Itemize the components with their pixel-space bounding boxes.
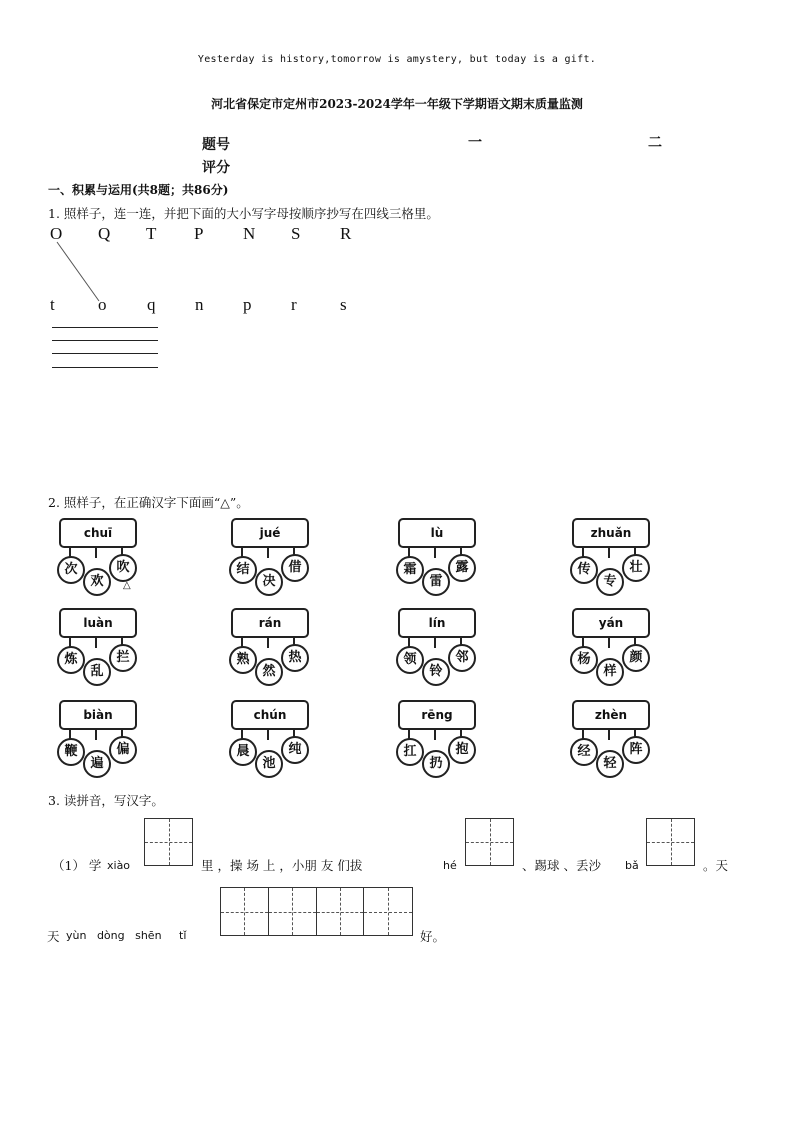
character-choice[interactable]: 炼 [57, 646, 85, 674]
character-choice[interactable]: 阵 [622, 736, 650, 764]
pinyin-card [570, 608, 666, 679]
pinyin-card [570, 700, 666, 771]
score-table-col-2: 二 [648, 135, 662, 151]
character-choice[interactable]: 欢 [83, 568, 111, 596]
connector-line [434, 636, 436, 648]
lowercase-letter[interactable]: t [50, 295, 55, 314]
uppercase-letter[interactable]: O [50, 224, 63, 243]
pinyin-card [57, 700, 153, 771]
score-table-score-label: 评分 [202, 160, 230, 176]
uppercase-letter[interactable]: S [291, 224, 301, 243]
q1-prompt: 1. 照样子，连一连，并把下面的大小写字母按顺序抄写在四线三格里。 [48, 206, 439, 221]
character-choice[interactable]: 遍 [83, 750, 111, 778]
character-choice[interactable]: 专 [596, 568, 624, 596]
character-choice[interactable]: 鞭 [57, 738, 85, 766]
pinyin-label: zhèn [572, 700, 650, 730]
pinyin-label: lù [398, 518, 476, 548]
answer-grid-ba[interactable] [646, 818, 695, 866]
pinyin-label: zhuǎn [572, 518, 650, 548]
pinyin-card [229, 608, 325, 679]
score-table-header-label: 题号 [202, 137, 230, 153]
pinyin-card [570, 518, 666, 589]
pinyin-label: yán [572, 608, 650, 638]
q3-prompt: 3. 读拼音，写汉字。 [48, 793, 164, 808]
pinyin-label: chuī [59, 518, 137, 548]
connector-line [267, 546, 269, 558]
connector-line [608, 636, 610, 648]
connector-line [95, 636, 97, 648]
uppercase-letter[interactable]: R [340, 224, 352, 243]
example-triangle-mark: △ [123, 580, 131, 591]
character-choice[interactable]: 然 [255, 658, 283, 686]
character-choice[interactable]: 壮 [622, 554, 650, 582]
character-choice[interactable]: 露 [448, 554, 476, 582]
answer-grid-yundong-shenti[interactable] [220, 887, 413, 936]
character-choice[interactable]: 样 [596, 658, 624, 686]
lowercase-letter[interactable]: r [291, 295, 297, 314]
page-motto: Yesterday is history,tomorrow is amystery, but today is a gift. [197, 54, 597, 65]
lowercase-letter[interactable]: o [98, 295, 107, 314]
pinyin-card [396, 700, 492, 771]
pinyin-label: jué [231, 518, 309, 548]
character-choice[interactable]: 抱 [448, 736, 476, 764]
character-choice[interactable]: 热 [281, 644, 309, 672]
uppercase-letter[interactable]: N [243, 224, 256, 243]
character-choice[interactable]: 轻 [596, 750, 624, 778]
character-choice[interactable]: 铃 [422, 658, 450, 686]
page-title: 河北省保定市定州市2023-2024学年一年级下学期语文期末质量监测 [211, 97, 583, 111]
pinyin-card [229, 518, 325, 589]
score-table-col-1: 一 [468, 135, 482, 151]
character-choice[interactable]: 次 [57, 556, 85, 584]
q2-prompt: 2. 照样子，在正确汉字下面画“△”。 [48, 495, 249, 510]
pinyin-card [229, 700, 325, 771]
q3-pinyin-xiao: xiào [107, 859, 131, 872]
connector-line [608, 728, 610, 740]
connector-line [434, 546, 436, 558]
pinyin-label: biàn [59, 700, 137, 730]
character-choice[interactable]: 拦 [109, 644, 137, 672]
character-choice[interactable]: 扛 [396, 738, 424, 766]
q3-pinyin-yundong-shenti: yùn dòng shēn tǐ [66, 929, 187, 942]
connector-line [267, 728, 269, 740]
character-choice[interactable]: 领 [396, 646, 424, 674]
pinyin-card [396, 608, 492, 679]
character-choice[interactable]: 结 [229, 556, 257, 584]
character-choice[interactable]: 偏 [109, 736, 137, 764]
connector-line [608, 546, 610, 558]
character-choice[interactable]: 熟 [229, 646, 257, 674]
pinyin-label: luàn [59, 608, 137, 638]
pinyin-card [57, 518, 153, 591]
character-choice[interactable]: 借 [281, 554, 309, 582]
answer-grid-xiao[interactable] [144, 818, 193, 866]
character-choice[interactable]: 纯 [281, 736, 309, 764]
character-choice[interactable]: 霜 [396, 556, 424, 584]
pinyin-label: lín [398, 608, 476, 638]
character-choice[interactable]: 邻 [448, 644, 476, 672]
character-choice[interactable]: 颜 [622, 644, 650, 672]
lowercase-letter[interactable]: s [340, 295, 347, 314]
pinyin-card [396, 518, 492, 589]
character-choice[interactable]: 吹 [109, 554, 137, 582]
character-choice[interactable]: 杨 [570, 646, 598, 674]
character-choice[interactable]: 扔 [422, 750, 450, 778]
connector-line [95, 546, 97, 558]
character-choice[interactable]: 决 [255, 568, 283, 596]
uppercase-letter[interactable]: P [194, 224, 204, 243]
lowercase-letter[interactable]: n [195, 295, 204, 314]
answer-grid-he[interactable] [465, 818, 514, 866]
q3-line2-prefix: 天 [47, 929, 60, 944]
uppercase-letter[interactable]: T [146, 224, 157, 243]
connector-line [95, 728, 97, 740]
q3-line1-middle-1: 里 ，操 场 上 ，小朋 友 们拔 [201, 858, 363, 873]
pinyin-card [57, 608, 153, 679]
q3-line1-middle-2: 、踢球 、丢沙 [522, 858, 601, 873]
connector-line [267, 636, 269, 648]
q3-pinyin-he: hé [443, 859, 457, 872]
character-choice[interactable]: 池 [255, 750, 283, 778]
character-choice[interactable]: 经 [570, 738, 598, 766]
connector-line [434, 728, 436, 740]
lowercase-letter[interactable]: p [243, 295, 252, 314]
lowercase-letter[interactable]: q [147, 295, 156, 314]
q3-pinyin-ba: bǎ [625, 859, 639, 872]
section-1-heading: 一、积累与运用(共8题；共86分) [48, 183, 229, 197]
pinyin-label: chún [231, 700, 309, 730]
character-choice[interactable]: 晨 [229, 738, 257, 766]
character-choice[interactable]: 乱 [83, 658, 111, 686]
q3-line1-prefix: （1） 学 [52, 858, 102, 873]
character-choice[interactable]: 雷 [422, 568, 450, 596]
character-choice[interactable]: 传 [570, 556, 598, 584]
pinyin-label: rēng [398, 700, 476, 730]
q3-line1-end: 。天 [703, 858, 729, 873]
uppercase-letter[interactable]: Q [98, 224, 111, 243]
pinyin-label: rán [231, 608, 309, 638]
q3-line2-end: 好。 [420, 929, 446, 944]
